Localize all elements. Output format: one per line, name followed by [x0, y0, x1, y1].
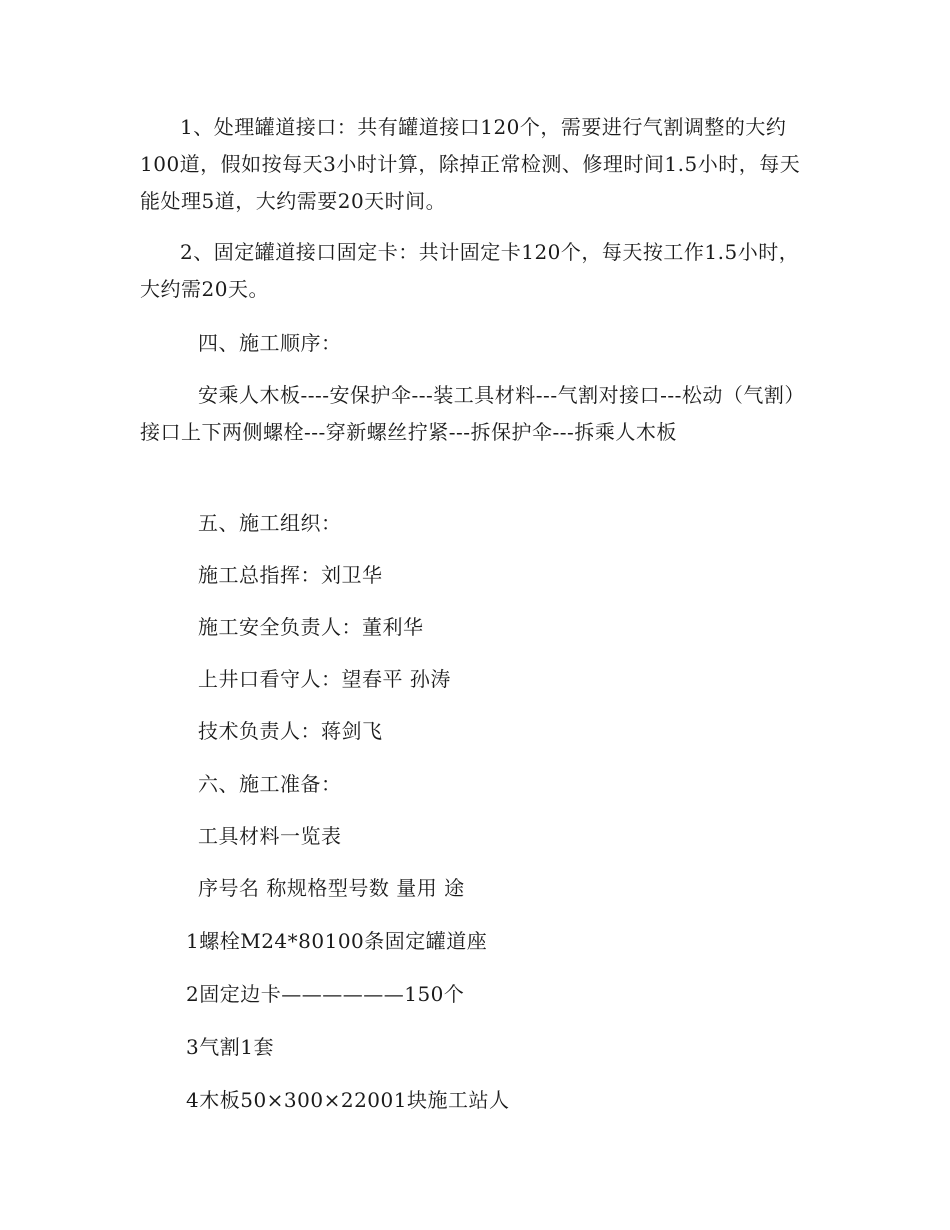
table-row-1: 1螺栓M24*80100条固定罐道座: [186, 929, 488, 953]
paragraph-shaft-guide-joints: 1、处理罐道接口：共有罐道接口120个，需要进行气割调整的大约100道，假如按每天3小时计算，除掉正常检测、修理时间1.5小时，每天能处理5道，大约需要20天时间。: [140, 115, 801, 213]
commander-line: 施工总指挥：刘卫华: [198, 563, 383, 587]
paragraph-fixing-clamps: 2、固定罐道接口固定卡：共计固定卡120个，每天按工作1.5小时，大约需20天。: [140, 240, 800, 301]
technical-lead-line: 技术负责人：蒋剑飞: [198, 719, 383, 743]
table-row-3: 3气割1套: [186, 1035, 274, 1059]
wellhead-guard-line: 上井口看守人：望春平 孙涛: [198, 667, 451, 691]
tool-list-title: 工具材料一览表: [198, 824, 342, 848]
heading-construction-sequence: 四、施工顺序：: [198, 331, 342, 355]
safety-officer-line: 施工安全负责人：董利华: [198, 615, 424, 639]
table-row-2: 2固定边卡——————150个: [186, 982, 465, 1006]
heading-construction-preparation: 六、施工准备：: [198, 772, 342, 796]
table-row-4: 4木板50×300×22001块施工站人: [186, 1088, 510, 1112]
paragraph-sequence-steps: 安乘人木板----安保护伞---装工具材料---气割对接口---松动（气割）接口上下两侧螺栓---穿新螺丝拧紧---拆保护伞---拆乘人木板: [140, 383, 805, 444]
heading-construction-organization: 五、施工组织：: [198, 511, 342, 535]
table-header-line: 序号名 称规格型号数 量用 途: [198, 876, 465, 900]
